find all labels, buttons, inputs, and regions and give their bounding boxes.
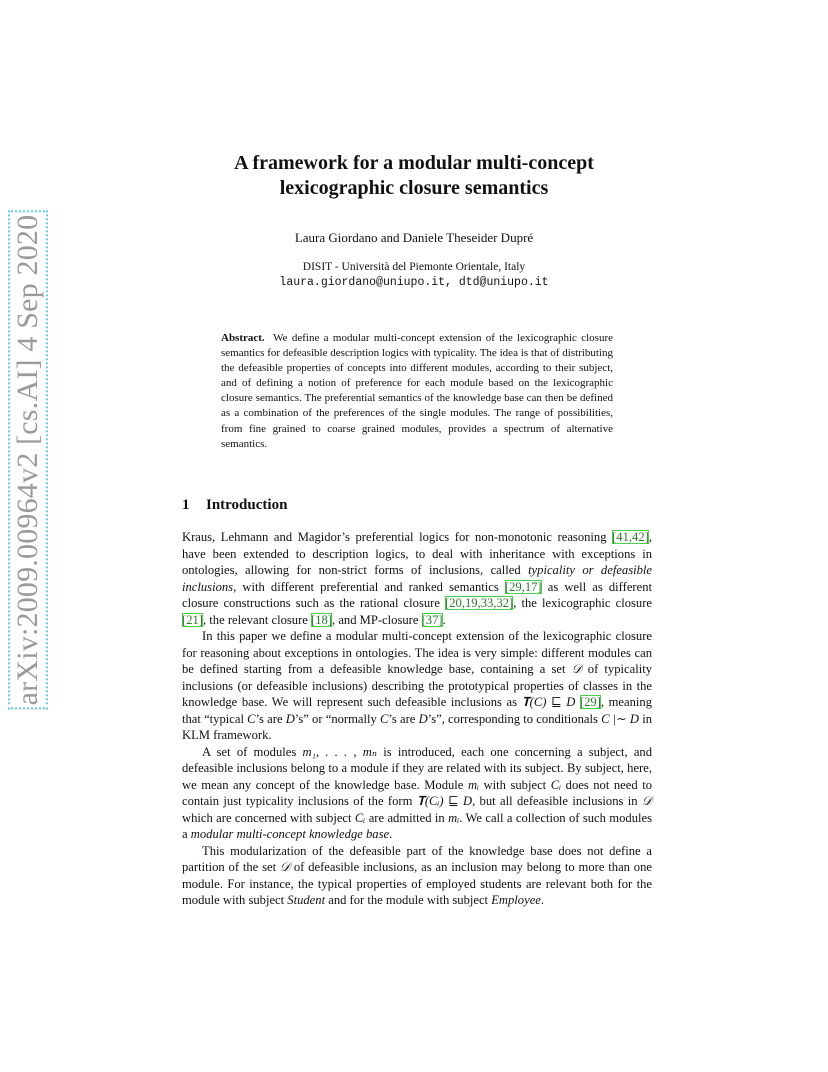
math-symbol: 𝒟 [571, 661, 582, 676]
math-symbol: mᵢ [448, 810, 460, 825]
paragraph-3 [182, 744, 652, 843]
arxiv-identifier[interactable]: arXiv:2009.00964v2 [cs.AI] 4 Sep 2020 [8, 210, 48, 709]
text-run: , the relevant closure [202, 612, 312, 627]
text-run: ’s”, corresponding to conditionals [427, 711, 602, 726]
text-run: , the lexicographic closure [513, 596, 652, 610]
paragraph-4 [182, 843, 652, 909]
text-run: and for the module with subject [325, 893, 492, 907]
text-run: . We call a collection of such modules a [182, 810, 652, 841]
math-symbol: D [418, 711, 428, 726]
text-run: are admitted in [365, 810, 449, 825]
affiliation: DISIT - Università del Piemonte Orientale, Italy [302, 261, 526, 273]
math-symbol: 𝒟 [279, 859, 290, 874]
title-line-2: lexicographic closure semantics [279, 177, 549, 199]
text-run: of defeasible inclusions, as an inclusion may belong to more than one module. For instance, the typical properties of employed students are relevant both for the module with subject [182, 860, 652, 907]
author-emails: laura.giordano@uniupo.it, dtd@uniupo.it [279, 276, 549, 289]
citation-link[interactable]: [37] [421, 612, 443, 627]
math-expression: C |∼ D [601, 711, 639, 726]
affiliation-block [0, 260, 828, 290]
emphasis: modular multi-concept knowledge base [190, 827, 390, 841]
citation-link[interactable]: [41,42] [612, 530, 649, 544]
title-line-1: A framework for a modular multi-concept [234, 152, 594, 174]
paper-title [0, 151, 828, 201]
text-run: as well as different closure constructions such as the rational closure [182, 579, 652, 610]
math-symbol: Cᵢ [354, 810, 366, 825]
paragraph-2 [182, 628, 652, 744]
text-run: ’s are [388, 711, 419, 726]
citation-link[interactable]: [21] [182, 612, 203, 627]
text-run: In this paper we define a modular multi-concept extension of the lexicographic closure for reasoning about exceptions in ontologies. The idea is very simple: different modules can be defined starting from a defeasible knowledge base, containing a set [182, 629, 652, 676]
citation-link[interactable]: [18] [311, 612, 333, 627]
emphasis: typicality or defeasible inclusions [182, 563, 652, 594]
text-run: with subject [479, 777, 551, 792]
paragraph-1 [182, 529, 652, 628]
citation-link[interactable]: [29,17] [504, 579, 542, 594]
arxiv-sidebar-stamp [6, 214, 50, 705]
text-run: ’s are [255, 711, 286, 726]
math-symbol: 𝒟 [641, 793, 652, 808]
citation-link[interactable]: [29] [579, 695, 601, 709]
section-number: 1 [182, 497, 190, 513]
abstract-text: We define a modular multi-concept extension of the lexicographic closure semantics for defeasible description logics with typicality. The idea is that of distributing the defeasible properties of concepts into different modules, according to their subject, and of defining a notion of preference for each module based on the lexicographic closure semantics. The preferential semantics of the knowledge base can then be defined as a combination of the preferences of the single modules. The range of possibilities, from fine grained to coarse grained modules, provides a spectrum of alternative semantics. [221, 332, 613, 450]
abstract [221, 331, 613, 452]
author-list: Laura Giordano and Daniele Theseider Dupré [294, 230, 534, 245]
text-run: Kraus, Lehmann and Magidor’s preferential logics for non-monotonic reasoning [182, 530, 613, 544]
math-symbol: C [247, 711, 256, 726]
text-run: is introduced, each one concerning a subject, and defeasible inclusions belong to a module if they are related with its subject. By subject, here, we mean any concept of the knowledge base. Module [182, 744, 653, 792]
math-symbol: C [380, 711, 389, 726]
text-run: of typicality inclusions (or defeasible inclusions) describing the prototypical properties of classes in the knowledge base. We will represent such defeasible inclusions as [182, 662, 652, 709]
text-run: does not need to contain just typicality inclusions of the form [182, 777, 652, 808]
math-expression: 𝐓(C) ⊑ D [521, 695, 576, 709]
citation-link[interactable]: [20,19,33,32] [445, 596, 514, 610]
text-run: . [442, 612, 446, 627]
math-symbol: Cᵢ [550, 777, 562, 792]
text-run: , and MP-closure [332, 612, 422, 627]
math-symbol: Employee [491, 893, 541, 907]
math-symbol: D [285, 711, 295, 726]
text-run: which are concerned with subject [182, 810, 355, 825]
math-symbol: mᵢ [467, 777, 480, 792]
math-expression: m₁, . . . , mₙ [302, 744, 378, 759]
math-expression: 𝐓(Cᵢ) ⊑ D [416, 794, 473, 808]
text-run: in KLM framework. [182, 711, 652, 742]
abstract-label: Abstract. [221, 332, 265, 344]
section-heading [182, 497, 287, 514]
text-run: ’s” or “normally [294, 711, 381, 726]
text-run: , have been extended to description logics, to deal with inheritance with exceptions in ontologies, allowing for non-strict forms of inclusions, called [182, 530, 652, 577]
text-run: . [389, 827, 393, 841]
math-symbol: Student [287, 893, 326, 907]
body-text [182, 529, 652, 909]
text-run: , but all defeasible inclusions in [472, 794, 642, 808]
text-run: This modularization of the defeasible part of the knowledge base does not define a partition of the set [182, 843, 652, 874]
text-run: . [540, 893, 545, 907]
text-run: , meaning that “typical [182, 695, 652, 726]
text-run: , with different preferential and ranked semantics [233, 579, 505, 594]
section-title: Introduction [206, 497, 288, 513]
text-run: A set of modules [202, 744, 303, 759]
